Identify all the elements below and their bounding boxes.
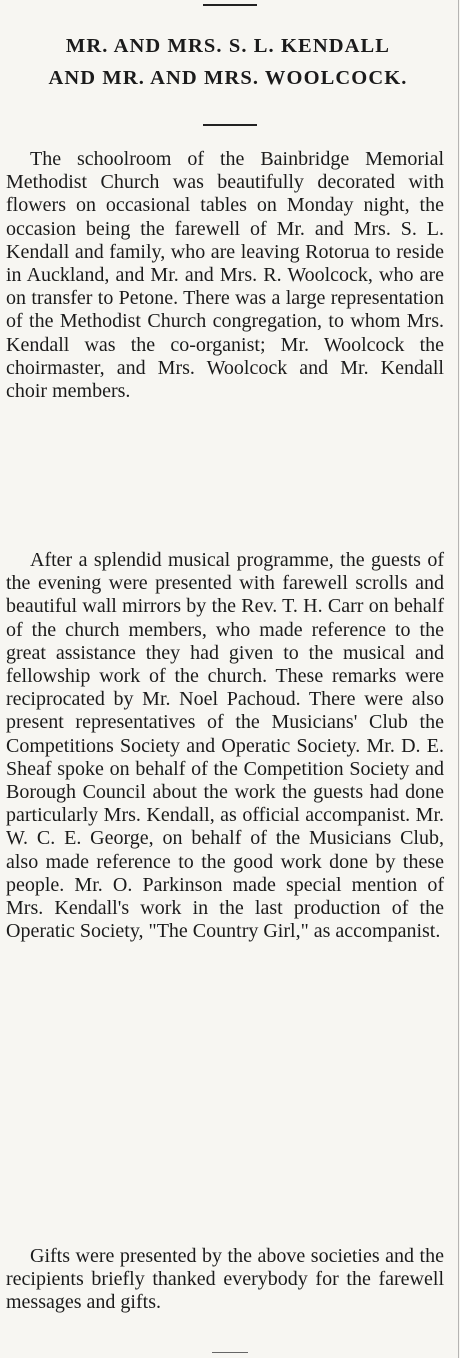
headline-line-1: MR. AND MRS. S. L. KENDALL: [65, 35, 391, 57]
article-paragraph-3-block: [6, 1245, 444, 1315]
article-paragraph: Gifts were presented by the above societies and the recipients briefly thanked everybody for the farewell messages and gifts.: [6, 1245, 444, 1314]
article-paragraph-1-block: [6, 148, 444, 403]
top-divider: [203, 4, 257, 6]
column-edge-line: [458, 0, 459, 1358]
headline-line-2: AND MR. AND MRS. WOOLCOCK.: [48, 67, 408, 89]
headline-divider: [203, 124, 257, 126]
article-headline: [6, 30, 450, 94]
article-paragraph: The schoolroom of the Bainbridge Memorial Methodist Church was beautifully decorated with flowers on occasional tables on Monday night, the occasion being the farewell of Mr. and Mrs. S. L. Kendall and family, who are leaving Rotorua to reside in Auckland, and Mr. and Mrs. R. Woolcock, who are on transfer to Petone. There was a large representation of the Methodist Church congregation, to whom Mrs. Kendall was the co-organist; Mr. Woolcock the choirmaster, and Mrs. Woolcock and Mr. Kendall choir members.: [6, 148, 444, 403]
article-paragraph: After a splendid musical programme, the guests of the evening were presented with farewell scrolls and beautiful wall mirrors by the Rev. T. H. Carr on behalf of the church members, who made reference to the great assistance they had given to the musical and fellowship work of the church. These remarks were reciprocated by Mr. Noel Pachoud. There were also present representatives of the Musicians' Club the Competitions Society and Operatic Society. Mr. D. E. Sheaf spoke on behalf of the Competition Society and Borough Council about the work the guests had done particularly Mrs. Kendall, as official accompanist. Mr. W. C. E. George, on behalf of the Musicians Club, also made reference to the good work done by these people. Mr. O. Parkinson made special mention of Mrs. Kendall's work in the last production of the Operatic Society, "The Country Girl," as accompanist.: [6, 549, 444, 943]
bottom-divider: [212, 1352, 248, 1353]
article-paragraph-2-block: [6, 549, 444, 943]
